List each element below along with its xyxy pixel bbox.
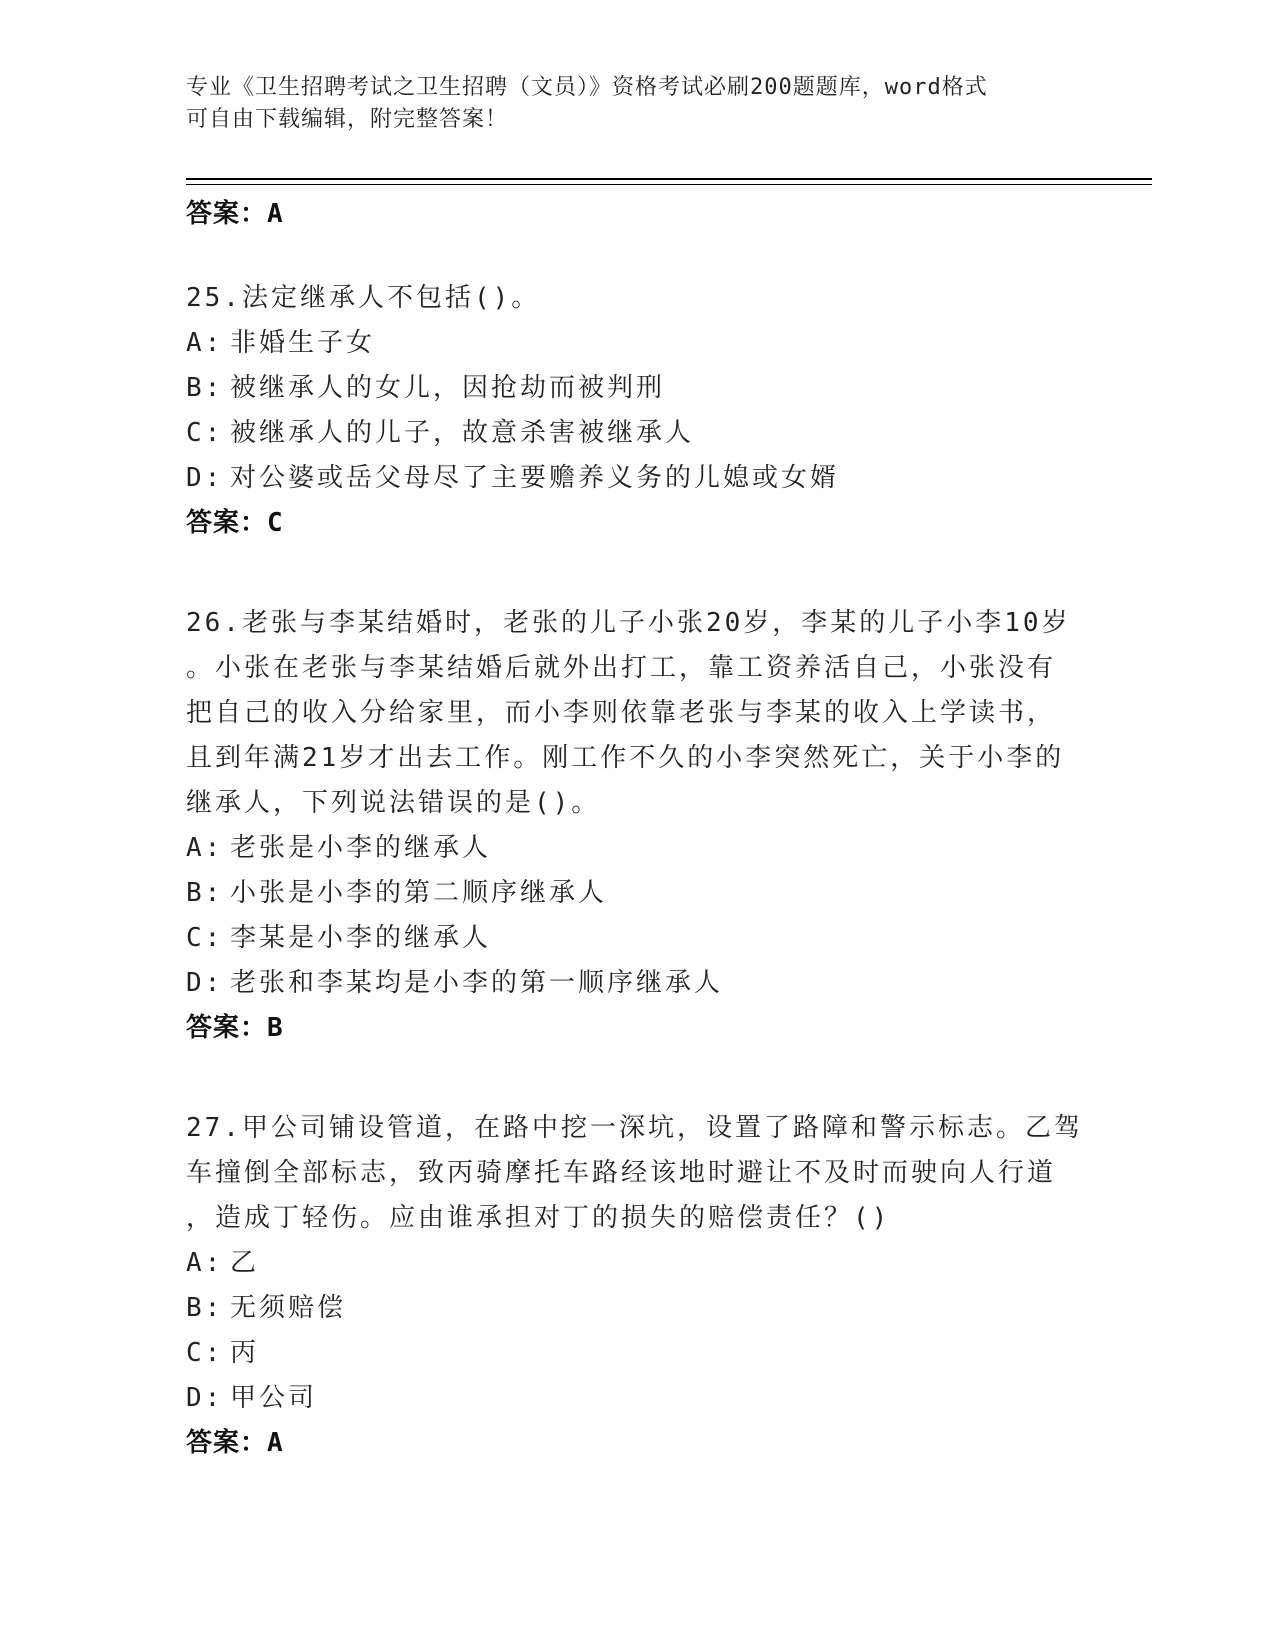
question-stem-line: 25.法定继承人不包括()。 [186, 283, 541, 313]
option-c [186, 916, 1086, 961]
answer-line [186, 1006, 1086, 1050]
question-stem-line: 把自己的收入分给家里，而小李则依靠老张与李某的收入上学读书， [186, 698, 1057, 728]
answer-value: A [267, 1428, 284, 1458]
answer-line [186, 192, 1086, 236]
question-stem-line: ，造成丁轻伤。应由谁承担对丁的损失的赔偿责任？() [186, 1203, 891, 1233]
option-d [186, 1376, 1086, 1421]
option-text: 李某是小李的继承人 [230, 923, 492, 953]
option-key: B: [186, 373, 224, 403]
answer-label: 答案： [186, 1013, 268, 1043]
answer-label: 答案： [186, 199, 268, 229]
question-stem [186, 601, 1086, 826]
option-key: A: [186, 1248, 224, 1278]
option-d [186, 961, 1086, 1006]
question-stem-line: 26.老张与李某结婚时，老张的儿子小张20岁，李某的儿子小李10岁 [186, 608, 1071, 638]
spacer [186, 236, 1086, 276]
answer-value: A [267, 199, 284, 229]
spacer [186, 545, 1086, 601]
spacer [186, 1050, 1086, 1106]
option-key: C: [186, 1338, 224, 1368]
option-c [186, 1331, 1086, 1376]
question-stem-line: 。小张在老张与李某结婚后就外出打工，靠工资养活自己，小张没有 [186, 653, 1057, 683]
question-stem-line: 27.甲公司铺设管道，在路中挖一深坑，设置了路障和警示标志。乙驾 [186, 1113, 1083, 1143]
option-c [186, 411, 1086, 456]
option-key: B: [186, 878, 224, 908]
answer-label: 答案： [186, 508, 268, 538]
question-stem [186, 276, 1086, 321]
question-block [186, 601, 1086, 1050]
option-text: 丙 [230, 1338, 260, 1368]
option-a [186, 1241, 1086, 1286]
option-key: A: [186, 833, 224, 863]
option-b [186, 871, 1086, 916]
question-stem-line: 继承人，下列说法错误的是()。 [186, 788, 601, 818]
option-text: 被继承人的女儿，因抢劫而被判刑 [230, 373, 666, 403]
option-d [186, 456, 1086, 501]
header-line-1: 专业《卫生招聘考试之卫生招聘（文员）》资格考试必刷200题题库，word格式 [186, 75, 988, 100]
option-key: D: [186, 1383, 224, 1413]
header-line-2: 可自由下载编辑，附完整答案！ [186, 107, 509, 132]
option-text: 非婚生子女 [230, 328, 376, 358]
question-block [186, 1106, 1086, 1465]
option-b [186, 1286, 1086, 1331]
option-text: 小张是小李的第二顺序继承人 [230, 878, 608, 908]
option-text: 无须赔偿 [230, 1293, 347, 1323]
document-header [186, 72, 1066, 136]
option-text: 老张和李某均是小李的第一顺序继承人 [230, 968, 724, 998]
option-key: A: [186, 328, 224, 358]
option-text: 对公婆或岳父母尽了主要赡养义务的儿媳或女婿 [230, 463, 840, 493]
question-stem-line: 车撞倒全部标志，致丙骑摩托车路经该地时避让不及时而驶向人行道 [186, 1158, 1057, 1188]
option-a [186, 321, 1086, 366]
option-key: B: [186, 1293, 224, 1323]
question-list [186, 192, 1086, 1465]
answer-label: 答案： [186, 1428, 268, 1458]
option-key: D: [186, 968, 224, 998]
question-stem [186, 1106, 1086, 1241]
option-b [186, 366, 1086, 411]
option-key: D: [186, 463, 224, 493]
question-block [186, 276, 1086, 545]
header-rule-thick [186, 178, 1152, 180]
option-a [186, 826, 1086, 871]
option-key: C: [186, 418, 224, 448]
answer-line [186, 501, 1086, 545]
answer-value: C [267, 508, 284, 538]
option-key: C: [186, 923, 224, 953]
header-rule-thin [186, 184, 1152, 185]
option-text: 被继承人的儿子，故意杀害被继承人 [230, 418, 695, 448]
question-stem-line: 且到年满21岁才出去工作。刚工作不久的小李突然死亡，关于小李的 [186, 743, 1065, 773]
answer-line [186, 1421, 1086, 1465]
option-text: 甲公司 [230, 1383, 318, 1413]
option-text: 老张是小李的继承人 [230, 833, 492, 863]
answer-value: B [267, 1013, 284, 1043]
option-text: 乙 [230, 1248, 260, 1278]
